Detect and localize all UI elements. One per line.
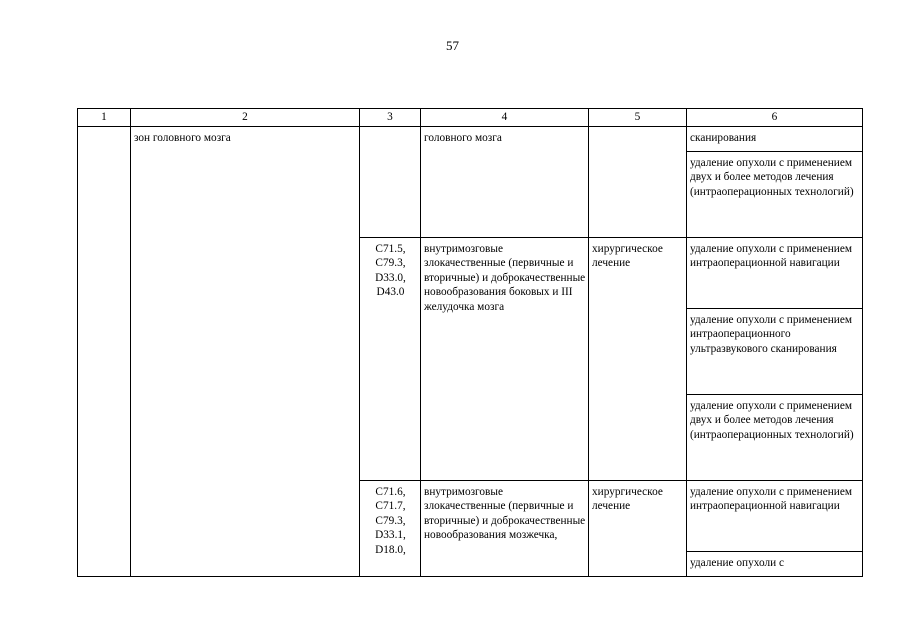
cell-diagnosis: внутримозговые злокачественные (первичные и вторичные) и доброкачественные новообразования боковых и III желудочка мозга: [421, 237, 589, 480]
cell-treatment: [589, 126, 687, 237]
cell-method: удаление опухоли с применением двух и более методов лечения (интраоперационных технологий): [687, 151, 863, 237]
table-row: [78, 126, 863, 151]
page-number: 57: [446, 38, 459, 53]
cell-codes: [360, 237, 421, 480]
header-col-4: 4: [421, 109, 589, 127]
icd-code: D33.0,: [375, 271, 406, 284]
cell-treatment: хирургическое лечение: [589, 480, 687, 576]
header-col-3: 3: [360, 109, 421, 127]
icd-code: C71.5,: [375, 242, 406, 255]
header-col-5: 5: [589, 109, 687, 127]
icd-code: D33.1,: [375, 529, 406, 542]
header-col-2: 2: [131, 109, 360, 127]
cell-diagnosis: внутримозговые злокачественные (первичные и вторичные) и доброкачественные новообразования мозжечка,: [421, 480, 589, 576]
icd-code: C79.3,: [375, 514, 406, 527]
cell-method: удаление опухоли с: [687, 551, 863, 576]
cell-procedure-name: зон головного мозга: [131, 126, 360, 576]
cell-method: сканирования: [687, 126, 863, 151]
cell-method: удаление опухоли с применением интраоперационной навигации: [687, 480, 863, 551]
icd-code: C71.7,: [375, 500, 406, 513]
cell-treatment: хирургическое лечение: [589, 237, 687, 480]
cell-method: удаление опухоли с применением интраоперационной навигации: [687, 237, 863, 308]
header-col-1: 1: [78, 109, 131, 127]
cell-method: удаление опухоли с применением интраоперационного ультразвукового сканирования: [687, 308, 863, 394]
icd-code: D43.0: [376, 286, 405, 299]
cell-diagnosis: головного мозга: [421, 126, 589, 237]
header-row: [78, 109, 863, 127]
header-col-6: 6: [687, 109, 863, 127]
icd-code: D18.0,: [375, 543, 406, 556]
icd-code: C71.6,: [375, 485, 406, 498]
cell-codes: [360, 480, 421, 576]
cell-codes: [360, 126, 421, 237]
icd-code: C79.3,: [375, 257, 406, 270]
medical-care-table: [77, 108, 863, 577]
cell-col-1: [78, 126, 131, 576]
cell-method: удаление опухоли с применением двух и более методов лечения (интраоперационных технологий): [687, 394, 863, 480]
